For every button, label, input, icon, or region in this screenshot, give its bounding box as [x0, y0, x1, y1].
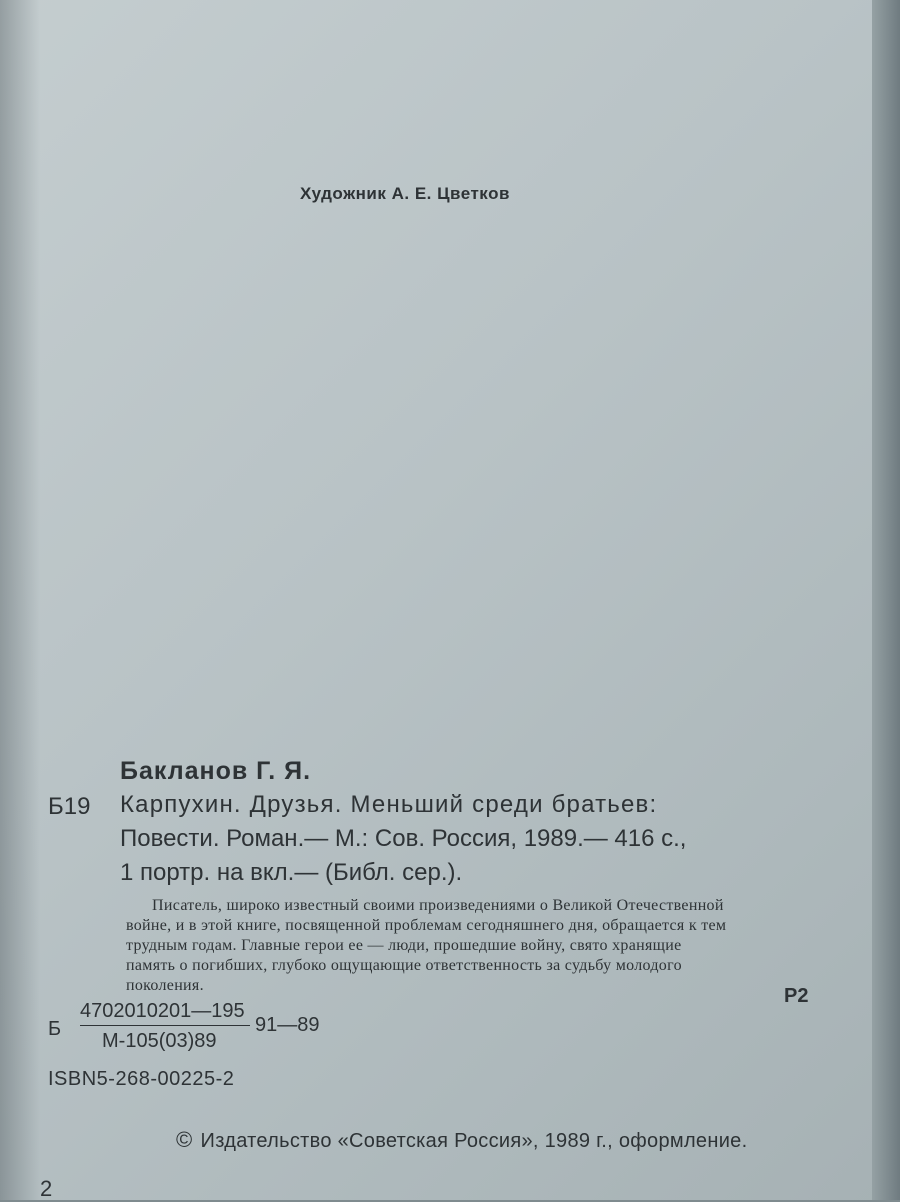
- annotation-line: войне, и в этой книге, посвященной проблемам сегодняшнего дня, обращается к тем: [126, 917, 727, 934]
- fraction-bar: [80, 1025, 250, 1026]
- copyright-line: [176, 1127, 747, 1153]
- publishing-code-numerator: 4702010201—195: [80, 1000, 245, 1022]
- artist-credit: Художник А. Е. Цветков: [300, 184, 510, 203]
- catalog-code: Б19: [48, 793, 91, 820]
- biblio-line: Повести. Роман.— М.: Сов. Россия, 1989.— 416 с.,: [120, 825, 687, 852]
- bbk-code: Р2: [784, 985, 809, 1007]
- spine-shadow: [0, 0, 40, 1200]
- page-edge: [872, 0, 900, 1200]
- author-name: Бакланов Г. Я.: [120, 757, 312, 785]
- annotation-line: Писатель, широко известный своими произведениями о Великой Отечественной: [152, 897, 724, 914]
- annotation-line: трудным годам. Главные герои ее — люди, прошедшие войну, свято хранящие: [126, 937, 682, 954]
- publishing-code-denominator: М-105(03)89: [102, 1030, 217, 1052]
- page-number: 2: [40, 1176, 53, 1201]
- publishing-code-suffix: 91—89: [255, 1014, 320, 1036]
- biblio-line: 1 портр. на вкл.— (Библ. сер.).: [120, 859, 463, 886]
- annotation: [126, 896, 842, 996]
- copyright-text: Издательство «Советская Россия», 1989 г., оформление.: [200, 1130, 748, 1152]
- annotation-line: поколения.: [126, 977, 204, 994]
- copyright-icon: ©: [176, 1127, 193, 1152]
- publishing-code-letter: Б: [48, 1018, 62, 1040]
- annotation-line: память о погибших, глубоко ощущающие ответственность за судьбу молодого: [126, 957, 682, 974]
- biblio-line: Карпухин. Друзья. Меньший среди братьев:: [120, 791, 658, 818]
- bibliographic-record: [120, 788, 820, 890]
- isbn: ISBN5-268-00225-2: [48, 1068, 235, 1090]
